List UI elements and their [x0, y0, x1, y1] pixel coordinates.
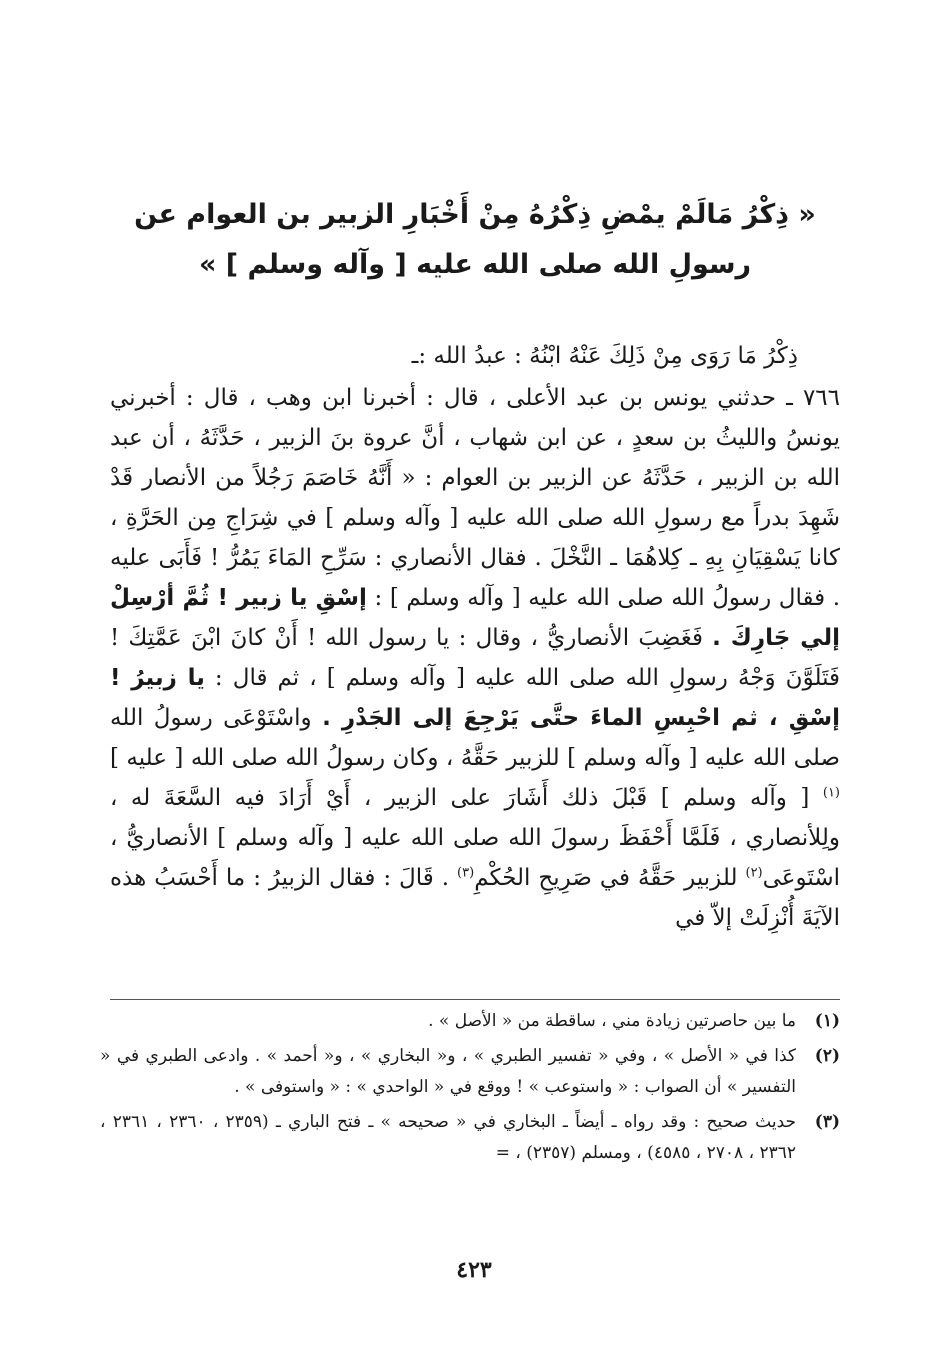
prophet-quote-1: إسْقِ يا زبير ! ثُمَّ أرْسِلْ إلي جَارِكَ . [110, 585, 840, 651]
section-subheading: ذِكْرُ مَا رَوَى مِنْ ذَلِكَ عَنْهُ ابْنُهُ : عبدُ الله :ـ [411, 343, 798, 369]
body-paragraph: ٧٦٦ ـ حدثني يونس بن عبد الأعلى ، قال : أخبرنا ابن وهب ، قال : أخبرني يونسُ والليثُ بن سعدٍ ، عن ابن شهاب ، أنَّ عروة بنَ الزبير ، حَدَّثَهُ ، أن عبد الله بن الزبير ، حَدَّثَهُ عن الزبير بن العوام : « أَنَّهُ خَاصَمَ رَجُلاً من الأنصار قَدْ شَهِدَ بدراً مع رسولِ الله صلى الله عليه [ وآله وسلم ] في شِرَاجِ مِن الحَرَّةِ ، كانا يَسْقِيَانِ بِهِ ـ كِلاهُمَا ـ النَّخْلَ . فقال الأنصاري : سَرِّحِ المَاءَ يَمُرُّ ! فَأَبَى عليه . فقال رسولُ الله صلى الله عليه [ وآله وسلم ] : [110, 385, 841, 611]
footnote-number: (٢) [814, 1046, 840, 1066]
hadith-text [110, 378, 840, 938]
body-paragraph: [ وآله وسلم ] قَبْلَ ذلك أَشَارَ على الزبير ، أَيْ أَرَادَ فيه السَّعَةَ له ، ولِلأنصاري ، فَلَمَّا أَحْفَظَ رسولَ الله صلى الله عليه [ وآله وسلم ] الأنصاريُّ ، اسْتَوعَى [110, 785, 841, 891]
footnote [100, 1107, 840, 1169]
footnotes [100, 1006, 840, 1173]
footnote [100, 1006, 840, 1037]
footnote-marker-2: (٢) [745, 865, 763, 881]
footnote-marker-1: (١) [822, 785, 840, 801]
footnote-text: وادعى الطبري في « التفسير » أن الصواب : « واستوعب » ! ووقع في « الواحدي » : « واستوفى » . [100, 1046, 796, 1097]
footnote-separator [110, 999, 840, 1000]
footnote-text: ما بين حاصرتين زيادة مني ، ساقطة من « الأصل » . [428, 1011, 796, 1031]
page-number: ٤٢٣ [456, 1257, 492, 1283]
body-paragraph: للزبير حَقَّهُ في صَرِيحِ الحُكْمِ [474, 865, 738, 891]
footnote-number: (١) [814, 1011, 840, 1031]
chapter-heading: « ذِكْرُ مَالَمْ يمْضِ ذِكْرُهُ مِنْ أَخْبَارِ الزبير بن العوام عن رسولِ الله صلى الله عليه [ وآله وسلم ] » [134, 199, 816, 280]
footnote-text: حديث صحيح : وقد رواه ـ أيضاً ـ البخاري في « صحيحه » ـ فتح الباري ـ (٢٣٥٩ ، ٢٣٦٠ ، ٢٣٦١ ، ٢٣٦٢ ، ٢٧٠٨ ، ٤٥٨٥) ، ومسلم (٢٣٥٧) ، = [100, 1112, 797, 1163]
footnote [100, 1041, 840, 1103]
footnote-marker-3: (٣) [457, 865, 475, 881]
footnote-text: كذا في « الأصل » ، وفي « تفسير الطبري » ، و« البخاري » ، و« أحمد » . [254, 1046, 796, 1066]
prophet-quote-2: يا زبيرُ ! إسْقِ ، ثم احْبِسِ الماءَ حتَّى يَرْجِعَ إلى الجَدْرِ . [110, 665, 841, 731]
body-paragraph: . قَالَ : فقال الزبيرُ : ما أَحْسَبُ هذه الآيَةَ أُنْزِلَتْ إلاّ في [110, 865, 840, 931]
footnote-number: (٣) [814, 1112, 840, 1132]
body-paragraph: واسْتَوْعَى رسولُ الله صلى الله عليه [ وآله وسلم ] للزبير حَقَّهُ ، وكان رسولُ الله صلى الله [ عليه ] [110, 705, 840, 771]
body-paragraph: فَغَضِبَ الأنصاريُّ ، وقال : يا رسول الله ! أَنْ كانَ ابْنَ عَمَّتِكَ ! فَتَلَوَّنَ وَجْهُ رسولِ الله صلى الله عليه [ وآله وسلم ] ، ثم قال : [110, 625, 840, 691]
